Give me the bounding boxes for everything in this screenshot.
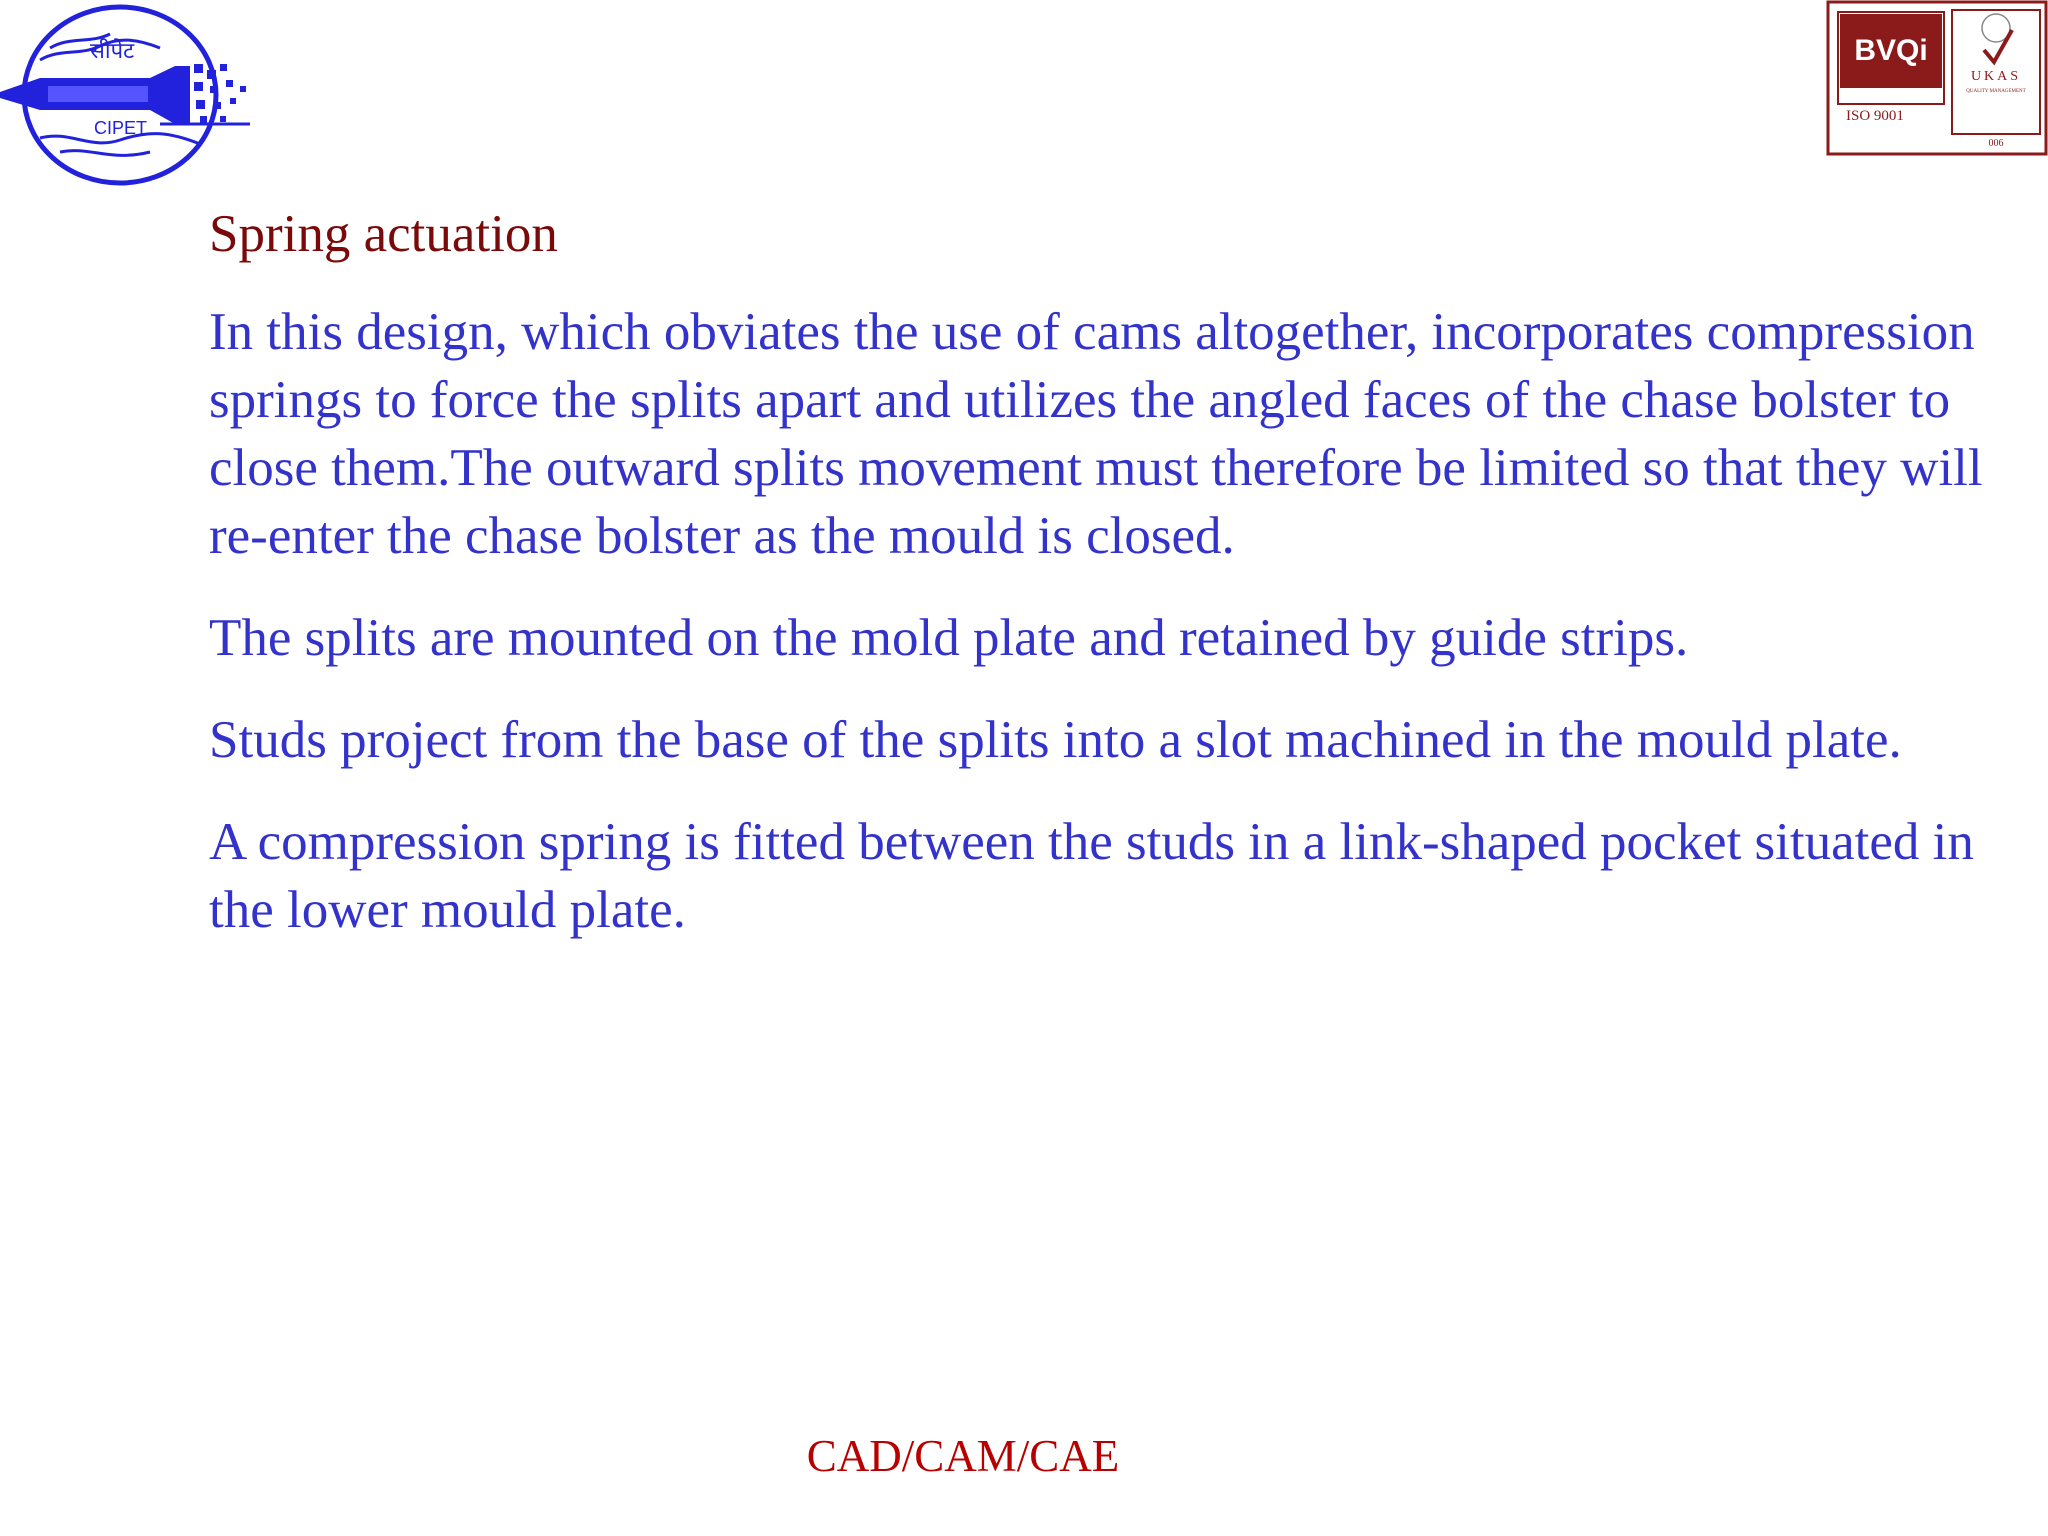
cipet-hindi-text: सीपेट <box>90 39 135 64</box>
cipet-logo <box>0 0 252 190</box>
iso-text: ISO 9001 <box>1846 108 1904 124</box>
slide-footer: CAD/CAM/CAE <box>806 1431 1120 1481</box>
slide-content <box>209 200 1999 978</box>
paragraph-compression-spring: A compression spring is fitted between the studs in a link-shaped pocket situated in the lower mould plate. <box>209 813 1974 939</box>
bvqi-brand-text: BVQi <box>1854 34 1928 67</box>
ukas-number: 006 <box>1988 138 2004 149</box>
ukas-text: UKAS <box>1970 69 2022 84</box>
certification-logo <box>1826 0 2048 156</box>
paragraph-studs: Studs project from the base of the splits into a slot machined in the mould plate. <box>209 711 1902 769</box>
slide-title: Spring actuation <box>209 205 558 263</box>
cipet-english-text: CIPET <box>94 118 148 138</box>
ukas-sub-text: QUALITY MANAGEMENT <box>1966 89 2026 94</box>
paragraph-design-overview: In this design, which obviates the use of cams altogether, incorporates compression springs to force the splits apart and utilizes the angled faces of the chase bolster to close them.The outward splits movement must therefore be limited so that they will re-enter the chase bolster as the mould is closed. <box>209 303 1983 565</box>
paragraph-splits-mounting: The splits are mounted on the mold plate and retained by guide strips. <box>209 609 1689 667</box>
